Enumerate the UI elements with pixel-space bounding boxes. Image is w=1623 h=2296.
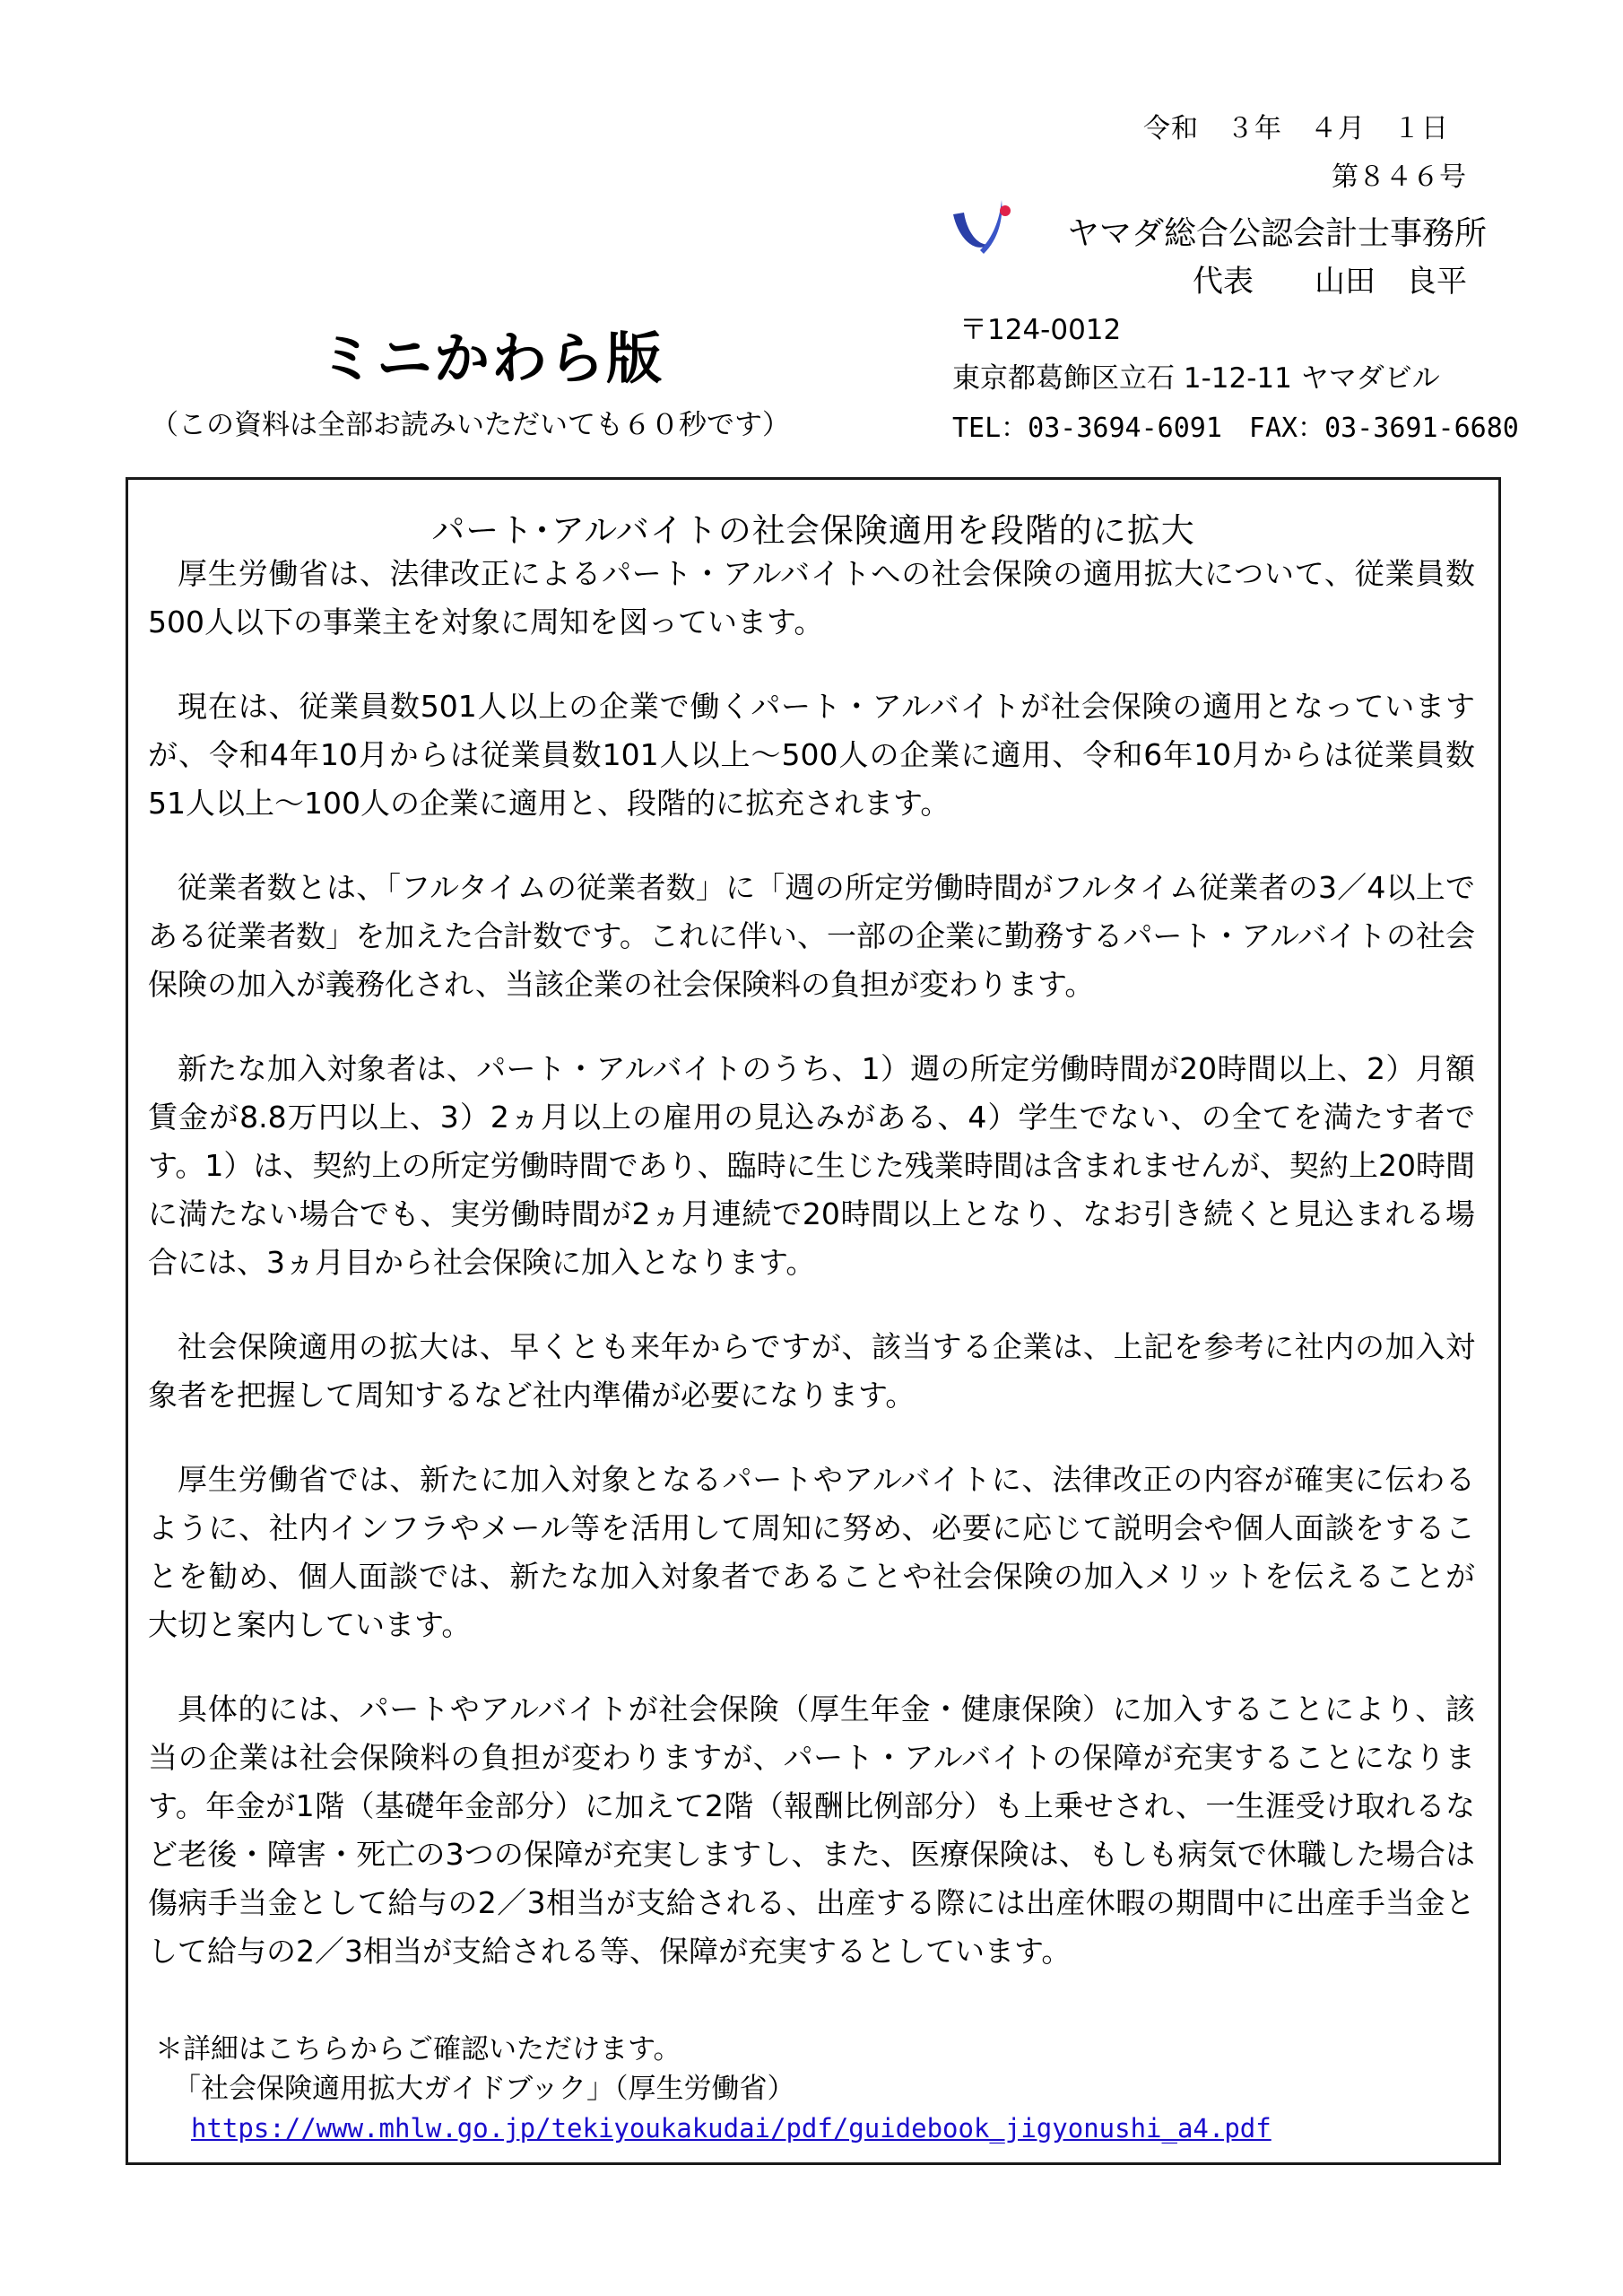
paragraph-3: 従業者数とは、「フルタイムの従業者数」に「週の所定労働時間がフルタイム従業者の3／4以上である従業者数」を加えた合計数です。これに伴い、一部の企業に勤務するパート・アルバイトの社会保険の加入が義務化され、当該企業の社会保険料の負担が変わります。 [148, 870, 1475, 1002]
guidebook-link[interactable]: https://www.mhlw.go.jp/tekiyoukakudai/pdf/guidebook_jigyonushi_a4.pdf [191, 2113, 1271, 2144]
tel-fax: TEL：03-3694-6091 FAX：03-3691-6680 [952, 413, 1519, 444]
paragraph-4: 新たな加入対象者は、パート・アルバイトのうち、1）週の所定労働時間が20時間以上、2）月額賃金が8.8万円以上、3）2ヵ月以上の雇用の見込みがある、4）学生でない、の全てを満たす者です。1）は、契約上の所定労働時間であり、臨時に生じた残業時間は含まれませんが、契約上20時間に満たない場合でも、実労働時間が2ヵ月連続で20時間以上となり、なお引き続くと見込まれる場合には、3ヵ月目から社会保険に加入となります。 [148, 1051, 1475, 1280]
issue-date: 令和 ３年 ４月 １日 [1143, 113, 1449, 144]
postal-code: 〒124-0012 [959, 314, 1122, 346]
article-box [126, 477, 1501, 2165]
firm-logo-icon [946, 193, 1018, 265]
newsletter-title: ミニかわら版 [319, 326, 664, 391]
paragraph-7: 具体的には、パートやアルバイトが社会保険（厚生年金・健康保険）に加入することにより、該当の企業は社会保険料の負担が変わりますが、パート・アルバイトの保障が充実することになります。年金が1階（基礎年金部分）に加えて2階（報酬比例部分）も上乗せされ、一生涯受け取れるなど老後・障害・死亡の3つの保障が充実しますし、また、医療保険は、もしも病気で休職した場合は傷病手当金として給与の2／3相当が支給される、出産する際には出産休暇の期間中に出産手当金として給与の2／3相当が支給される等、保障が充実するとしています。 [148, 1692, 1475, 1969]
address: 東京都葛飾区立石 1-12-11 ヤマダビル [952, 362, 1440, 395]
newsletter-subtitle: （この資料は全部お読みいただいても６０秒です） [151, 409, 790, 441]
guidebook-reference: 「社会保険適用拡大ガイドブック」（厚生労働省） [173, 2073, 795, 2105]
representative: 代表 山田 良平 [1193, 264, 1467, 300]
paragraph-2: 現在は、従業員数501人以上の企業で働くパート・アルバイトが社会保険の適用となっていますが、令和4年10月からは従業員数101人以上～500人の企業に適用、令和6年10月からは従業員数51人以上～100人の企業に適用と、段階的に拡充されます。 [148, 689, 1475, 821]
firm-name: ヤマダ総合公認会計士事務所 [1067, 215, 1488, 252]
issue-number: 第８４６号 [1332, 161, 1466, 193]
paragraph-1: 厚生労働省は、法律改正によるパート・アルバイトへの社会保険の適用拡大について、従業員数500人以下の事業主を対象に周知を図っています。 [148, 556, 1475, 639]
reference-note [155, 2030, 1271, 2148]
article-body [148, 550, 1475, 2012]
article-title: パート･アルバイトの社会保険適用を段階的に拡大 [431, 511, 1195, 550]
paragraph-5: 社会保険適用の拡大は、早くとも来年からですが、該当する企業は、上記を参考に社内の加入対象者を把握して周知するなど社内準備が必要になります。 [148, 1329, 1475, 1413]
paragraph-6: 厚生労働省では、新たに加入対象となるパートやアルバイトに、法律改正の内容が確実に伝わるように、社内インフラやメール等を活用して周知に努め、必要に応じて説明会や個人面談をすることを勧め、個人面談では、新たな加入対象者であることや社会保険の加入メリットを伝えることが大切と案内しています。 [148, 1462, 1475, 1642]
note-text: ＊詳細はこちらからご確認いただけます。 [155, 2033, 681, 2066]
